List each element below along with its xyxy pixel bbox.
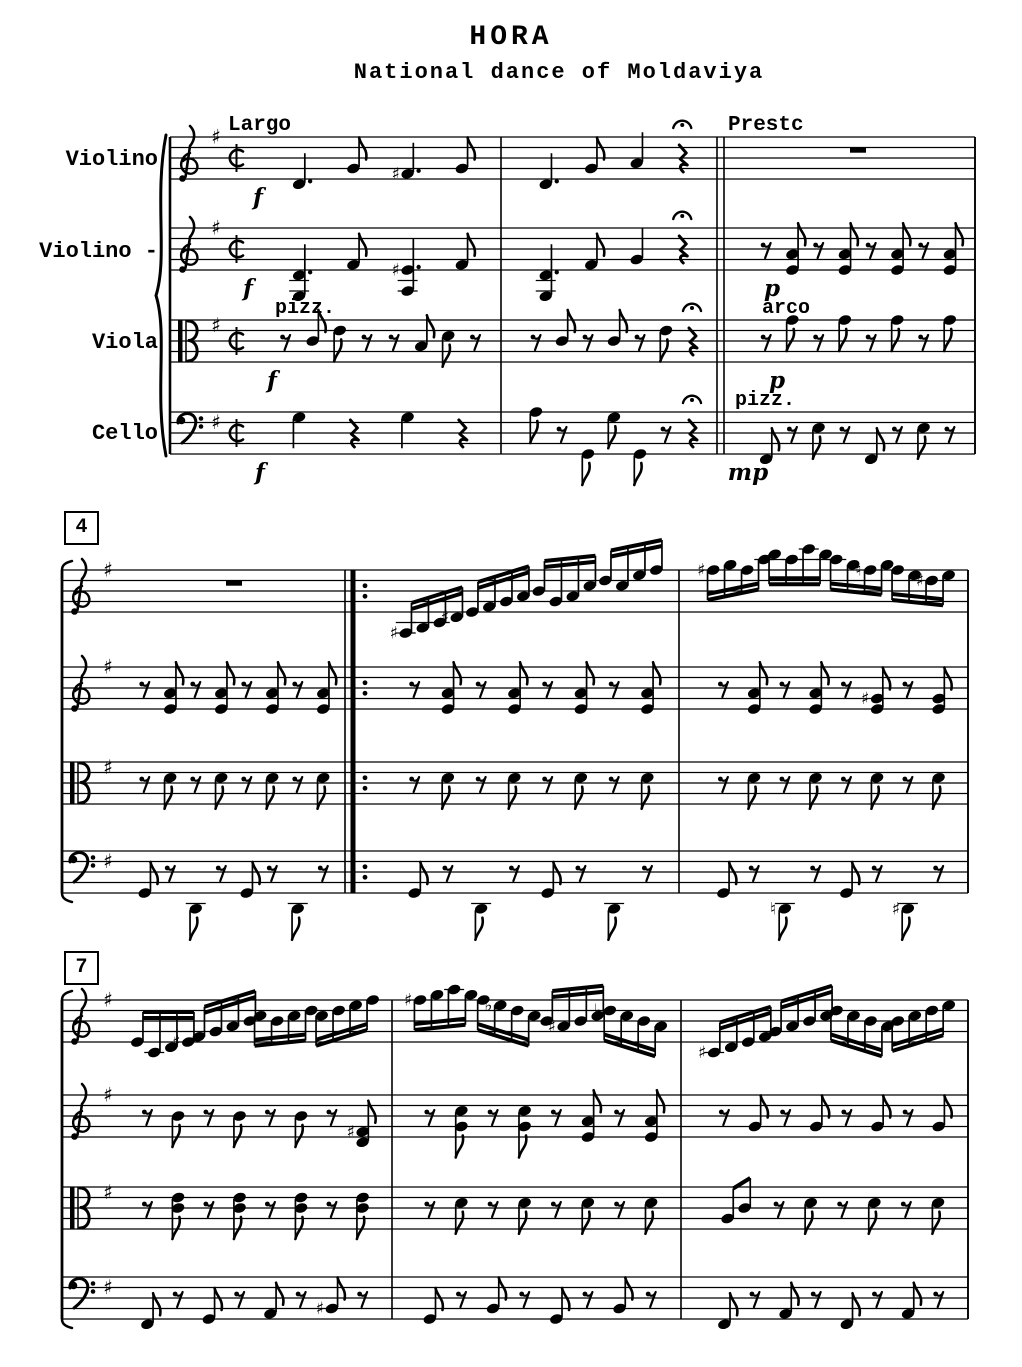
svg-text:♯: ♯ <box>103 987 113 1012</box>
instrument-label-violin-2: Violino - <box>39 239 158 264</box>
dynamic-marking: f <box>243 275 253 302</box>
svg-text:♯: ♯ <box>391 260 400 281</box>
svg-text:♯: ♯ <box>211 312 221 337</box>
svg-text:♮: ♮ <box>855 560 862 581</box>
svg-text:♯: ♯ <box>211 124 221 149</box>
dynamic-marking: f <box>253 184 263 211</box>
svg-text:♭: ♭ <box>484 995 493 1016</box>
svg-text:♯: ♯ <box>346 1122 355 1143</box>
instrument-label-violin-1: Violino <box>65 147 158 172</box>
dynamic-marking: p <box>763 275 781 302</box>
svg-text:♯: ♯ <box>389 623 398 644</box>
svg-text:♯: ♯ <box>861 689 870 709</box>
system-2-staff-0 <box>71 540 956 644</box>
system-2-staff-1 <box>71 655 951 716</box>
svg-text:♯: ♯ <box>547 1016 556 1037</box>
system-2-staff-3 <box>70 849 943 940</box>
svg-text:♯: ♯ <box>698 1043 707 1063</box>
piece-title: HORA <box>469 22 553 53</box>
dynamic-marking: f <box>267 367 277 394</box>
system-2-staff-2 <box>70 755 946 809</box>
svg-text:♯: ♯ <box>211 410 221 434</box>
dynamic-marking: p <box>768 367 786 394</box>
svg-text:♭: ♭ <box>593 1001 602 1021</box>
instrument-label-cello: Cello <box>91 421 158 446</box>
svg-text:♯: ♯ <box>391 164 400 185</box>
technique-marking: pizz. <box>735 389 796 412</box>
system-3-staff-1 <box>71 1083 952 1158</box>
system-3 <box>62 983 968 1330</box>
technique-marking: pizz. <box>275 297 336 320</box>
svg-text:♯: ♯ <box>211 215 221 240</box>
svg-text:♯: ♯ <box>404 990 413 1011</box>
system-2 <box>62 540 968 940</box>
tempo-marking: Prestc <box>728 114 804 137</box>
svg-text:♯: ♯ <box>103 654 113 679</box>
system-3-staff-0 <box>71 983 956 1063</box>
dynamic-marking: f <box>255 459 265 486</box>
rehearsal-mark-7: 7 <box>64 951 99 985</box>
svg-text:♯: ♯ <box>915 571 924 591</box>
svg-text:♯: ♯ <box>103 1179 113 1204</box>
svg-text:♯: ♯ <box>315 1299 324 1319</box>
piece-subtitle: National dance of Moldaviya <box>353 60 765 85</box>
svg-text:♯: ♯ <box>103 849 113 873</box>
svg-text:♯: ♯ <box>103 754 113 779</box>
svg-text:♯: ♯ <box>891 899 900 920</box>
svg-text:♯: ♯ <box>440 607 449 628</box>
svg-text:♯: ♯ <box>103 1082 113 1107</box>
svg-text:♯: ♯ <box>697 560 706 581</box>
svg-text:♯: ♯ <box>103 1275 113 1299</box>
system-3-staff-3 <box>70 1275 943 1331</box>
technique-marking: arco <box>762 297 811 320</box>
tempo-marking: Largo <box>228 114 292 137</box>
system-1-staff-1 <box>179 212 963 303</box>
svg-text:♮: ♮ <box>769 899 776 920</box>
svg-text:♯: ♯ <box>172 1032 181 1053</box>
system-1-staff-3 <box>178 396 955 485</box>
system-1 <box>156 114 975 486</box>
rehearsal-mark-4: 4 <box>64 511 99 545</box>
svg-text:♯: ♯ <box>103 557 113 582</box>
instrument-label-viola: Viola <box>91 330 158 355</box>
dynamic-marking: mp <box>727 459 769 486</box>
